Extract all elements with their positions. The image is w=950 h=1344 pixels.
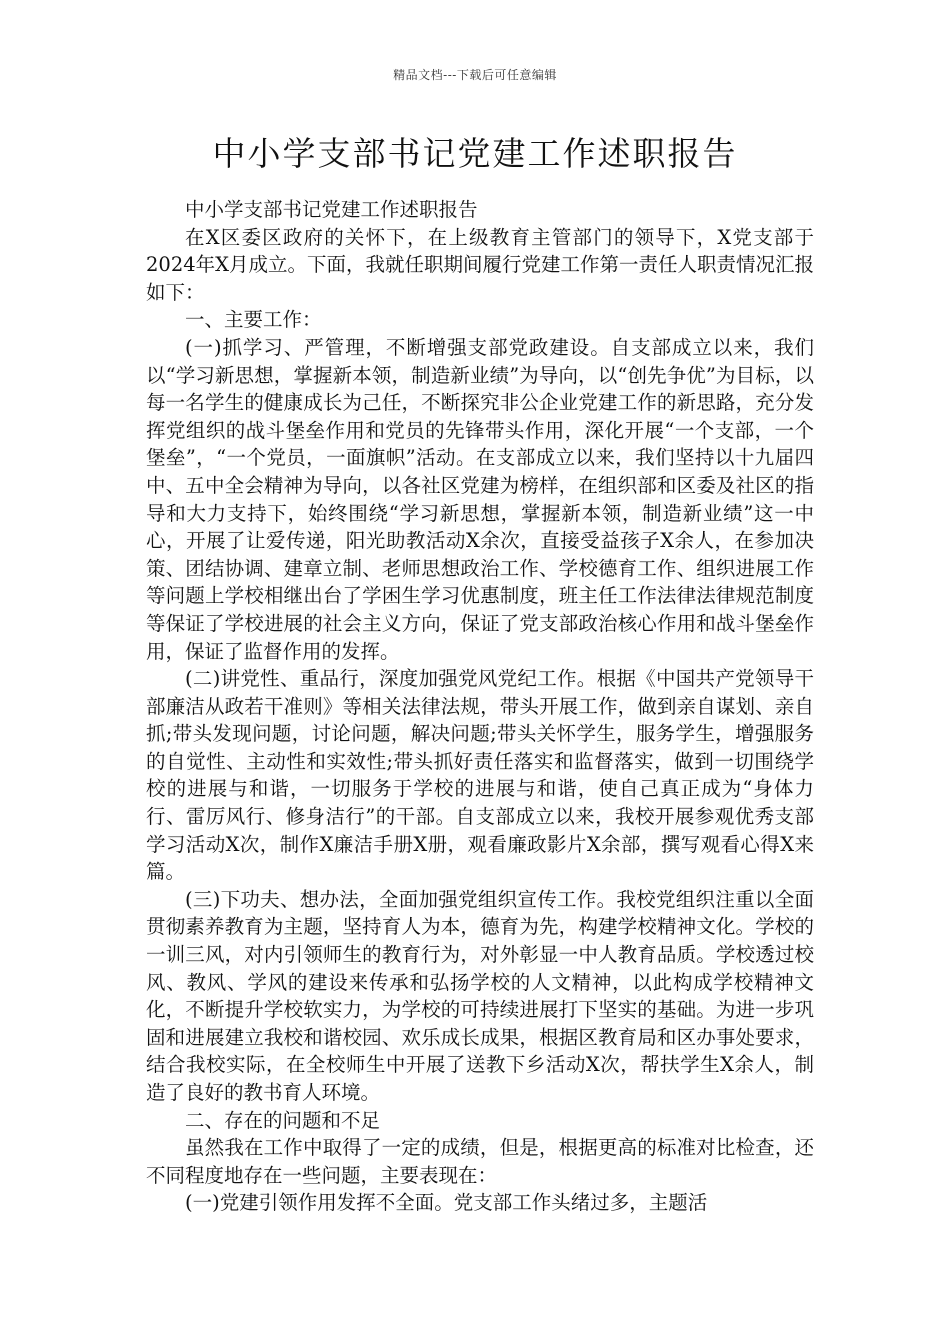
document-body: [146, 196, 814, 1217]
section-heading: 一、主要工作：: [185, 308, 322, 332]
body-paragraph: 中小学支部书记党建工作述职报告: [185, 198, 478, 221]
body-paragraph: 在X区委区政府的关怀下，在上级教育主管部门的领导下，X党支部于2024年X月成立。下面，我就任职期间履行党建工作第一责任人职责情况汇报如下：: [146, 225, 815, 304]
body-paragraph: (一)抓学习、严管理，不断增强支部党政建设。自支部成立以来，我们以“学习新思想，掌握新本领，制造新业绩”为导向，以“创先争优”为目标，以每一名学生的健康成长为己任，不断探究非公企业党建工作的新思路，充分发挥党组织的战斗堡垒作用和党员的先锋带头作用，深化开展“一个支部，一个堡垒”，“一个党员，一面旗帜”活动。在支部成立以来，我们坚持以十九届四中、五中全会精神为导向，以各社区党建为榜样，在组织部和区委及社区的指导和大力支持下，始终围绕“学习新思想，掌握新本领，制造新业绩”这一中心，开展了让爱传递，阳光助教活动X余次，直接受益孩子X余人，在参加决策、团结协调、建章立制、老师思想政治工作、学校德育工作、组织进展工作等问题上学校相继出台了学困生学习优惠制度，班主任工作法律法律规范制度等保证了学校进展的社会主义方向，保证了党支部政治核心作用和战斗堡垒作用，保证了监督作用的发挥。: [146, 335, 814, 663]
body-paragraph: (三)下功夫、想办法，全面加强党组织宣传工作。我校党组织注重以全面贯彻素养教育为主题，坚持育人为本，德育为先，构建学校精神文化。学校的一训三风，对内引领师生的教育行为，对外彰显一中人教育品质。学校透过校风、教风、学风的建设来传承和弘扬学校的人文精神，以此构成学校精神文化，不断提升学校软实力，为学校的可持续进展打下坚实的基础。为进一步巩固和进展建立我校和谐校园、欢乐成长成果，根据区教育局和区办事处要求，结合我校实际，在全校师生中开展了送教下乡活动X次，帮扶学生X余人，制造了良好的教书育人环境。: [146, 887, 814, 1104]
body-paragraph: (一)党建引领作用发挥不全面。党支部工作头绪过多，主题活: [185, 1191, 708, 1215]
body-paragraph: 虽然我在工作中取得了一定的成绩，但是，根据更高的标准对比检查，还不同程度地存在一些问题，主要表现在：: [146, 1136, 814, 1187]
header-note: 精品文档---下载后可任意编辑: [393, 68, 557, 82]
body-paragraph: (二)讲党性、重品行，深度加强党风党纪工作。根据《中国共产党领导干部廉洁从政若干准则》等相关法律法规，带头开展工作，做到亲自谋划、亲自抓;带头发现问题，讨论问题，解决问题;带头关怀学生，服务学生，增强服务的自觉性、主动性和实效性;带头抓好责任落实和监督落实，做到一切围绕学校的进展与和谐，一切服务于学校的进展与和谐，使自己真正成为“身体力行、雷厉风行、修身洁行”的干部。自支部成立以来，我校开展参观优秀支部学习活动X次，制作X廉洁手册X册，观看廉政影片X余部，撰写观看心得X来篇。: [146, 667, 814, 884]
section-heading: 二、存在的问题和不足: [185, 1108, 381, 1132]
document-title: 中小学支部书记党建工作述职报告: [212, 134, 738, 173]
